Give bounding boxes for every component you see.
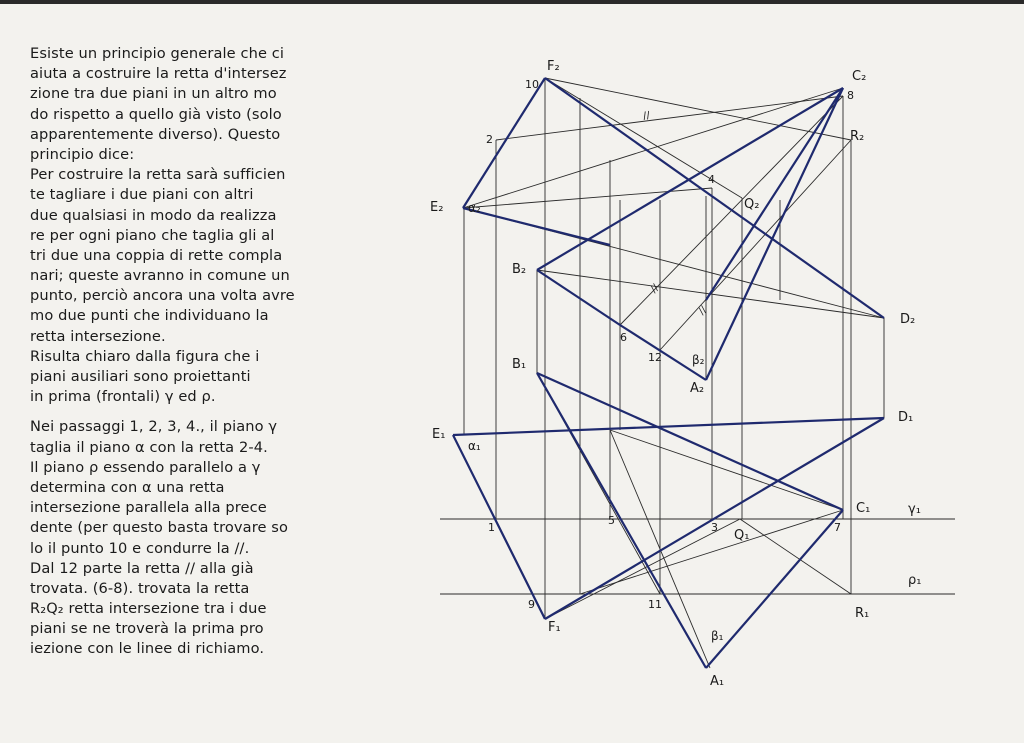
label-point-1: 1	[488, 521, 495, 534]
figure-labels	[430, 59, 921, 689]
label-D1: D₁	[898, 410, 914, 425]
label-D2: D₂	[900, 312, 916, 327]
text-line: Risulta chiaro dalla figura che i	[30, 347, 260, 365]
line-F1-Q1	[545, 519, 740, 619]
text-line: trovata. (6-8). trovata la retta	[30, 579, 250, 597]
label-alpha1: α₁	[468, 439, 481, 453]
label-alpha2: α₂	[468, 201, 481, 215]
edge-E1-F1	[453, 435, 545, 619]
label-point-4: 4	[708, 173, 715, 186]
label-E1: E₁	[432, 427, 446, 442]
label-point-5: 5	[608, 514, 615, 527]
text-line: Per costruire la retta sarà sufficien	[30, 166, 286, 184]
label-Q2: Q₂	[744, 197, 760, 212]
label-point-3: 3	[711, 521, 718, 534]
label-B1: B₁	[512, 357, 527, 372]
label-F2: F₂	[547, 59, 560, 74]
label-beta2: β₂	[692, 353, 705, 367]
text-line: mo due punti che individuano la	[30, 307, 269, 325]
text-line: intersezione parallela alla prece	[30, 499, 267, 517]
text-line: re per ogni piano che taglia gli al	[30, 226, 275, 244]
edge-B2-6	[537, 270, 620, 325]
label-R1: R₁	[855, 606, 870, 621]
label-point-10: 10	[525, 78, 539, 91]
text-line: piani ausiliari sono proiettanti	[30, 368, 251, 385]
text-line: do rispetto a quello già visto (solo	[30, 105, 282, 123]
text-line: determina con α una retta	[30, 478, 225, 496]
plane-edges	[453, 78, 884, 668]
construction-lines	[440, 78, 955, 668]
line-plan-aux-a	[610, 430, 843, 510]
label-gamma1: γ₁	[908, 502, 921, 517]
label-E2: E₂	[430, 200, 444, 215]
text-line: te tagliare i due piani con altri	[30, 186, 254, 204]
text-line: lo il punto 10 e condurre la //.	[30, 539, 250, 557]
label-point-7: 7	[834, 521, 841, 534]
label-Q1: Q₁	[734, 528, 750, 543]
text-line: apparentemente diverso). Questo	[30, 125, 281, 143]
text-line: Dal 12 parte la retta // alla già	[30, 559, 254, 577]
label-R2: R₂	[850, 129, 865, 144]
text-line: in prima (frontali) γ ed ρ.	[30, 388, 216, 406]
text-line: due qualsiasi in modo da realizza	[30, 206, 277, 224]
edge-F2-D2	[545, 78, 884, 318]
text-line: zione tra due piani in un altro mo	[30, 85, 277, 103]
label-point-11: 11	[648, 598, 662, 611]
text-line: Esiste un principio generale che ci	[30, 45, 285, 62]
label-beta1: β₁	[711, 629, 724, 643]
label-B2: B₂	[512, 262, 527, 277]
label-point-8: 8	[847, 89, 854, 102]
label-point-2: 2	[486, 133, 493, 146]
text-line: iezione con le linee di richiamo.	[30, 640, 265, 658]
edge-C2-inner	[706, 88, 843, 300]
text-line: principio dice:	[30, 145, 135, 163]
label-A2: A₂	[690, 381, 705, 396]
text-line: R₂Q₂ retta intersezione tra i due	[30, 600, 267, 618]
line-F2-R2	[545, 78, 851, 140]
label-parallel-mark-c: //	[696, 304, 710, 318]
line-12-R2	[660, 140, 851, 350]
edge-C2-A2	[706, 88, 843, 380]
text-line: taglia il piano α con la retta 2-4.	[30, 438, 268, 456]
edge-F2-E2	[463, 78, 545, 208]
text-line: nari; queste avranno in comune un	[30, 267, 290, 285]
text-line: punto, perciò ancora una volta avre	[30, 287, 295, 305]
text-line: aiuta a costruire la retta d'intersez	[30, 65, 287, 83]
line-E2-C2	[463, 88, 843, 208]
label-point-6: 6	[620, 331, 627, 344]
edge-B1-A1	[537, 373, 706, 668]
label-point-12: 12	[648, 351, 662, 364]
label-parallel-mark-a: //	[642, 110, 651, 123]
label-rho1: ρ₁	[908, 573, 922, 588]
text-line: retta intersezione.	[30, 327, 166, 345]
text-line: Il piano ρ essendo parallelo a γ	[30, 458, 261, 476]
edge-F1-D1	[545, 418, 884, 619]
label-point-9: 9	[528, 598, 535, 611]
text-line: dente (per questo basta trovare so	[30, 519, 289, 537]
edge-C1-A1	[706, 510, 843, 668]
label-F1: F₁	[548, 620, 561, 635]
text-line: piani se ne troverà la prima pro	[30, 620, 264, 638]
label-parallel-mark-b: //	[648, 282, 662, 296]
label-C2: C₂	[852, 69, 867, 84]
label-C1: C₁	[856, 501, 871, 516]
label-A1: A₁	[710, 674, 725, 689]
line-2-4	[463, 188, 712, 208]
text-line: tri due una coppia di rette compla	[30, 246, 283, 264]
text-line: Nei passaggi 1, 2, 3, 4., il piano γ	[30, 418, 278, 436]
